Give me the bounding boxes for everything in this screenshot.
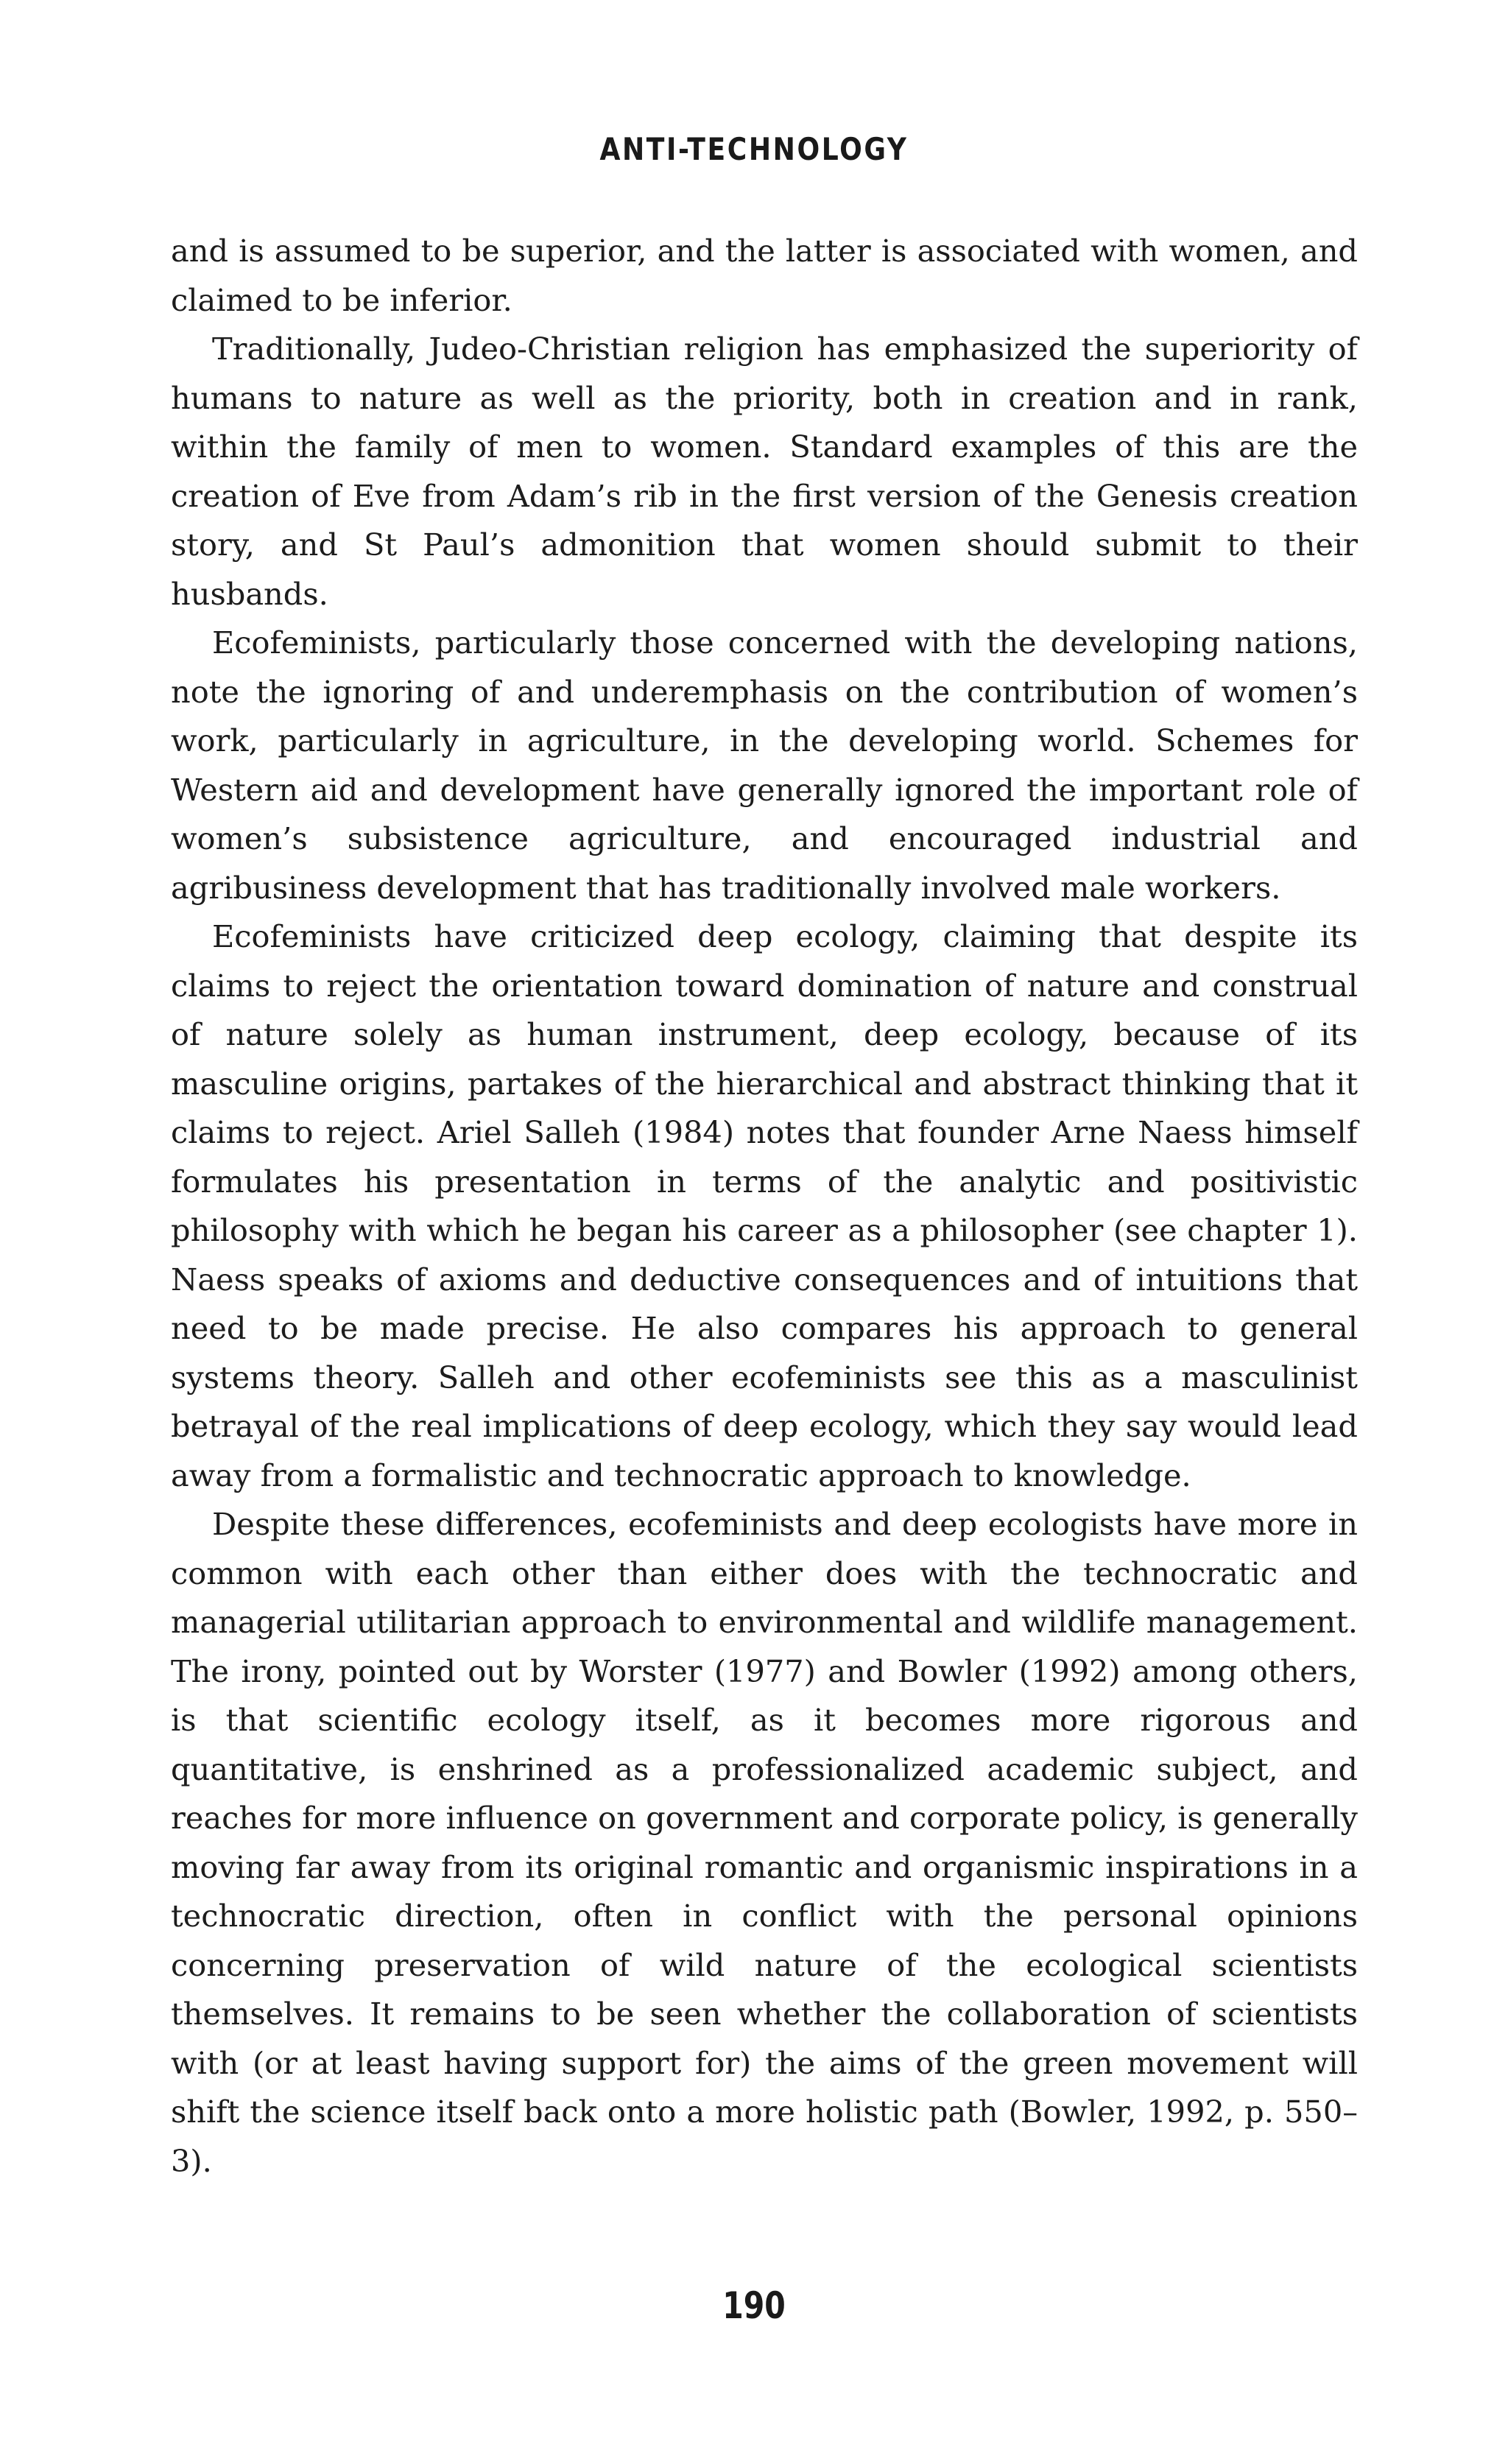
page-number: 190	[722, 2284, 786, 2327]
running-head-title: ANTI-TECHNOLOGY	[599, 131, 909, 167]
paragraph-continuation: and is assumed to be superior, and the latter is associated with women, and claimed to be inferior.	[171, 233, 1358, 318]
paragraph-judeo-christian: Traditionally, Judeo-Christian religion has emphasized the superiority of humans to nature as well as the priority, both in creation and in rank, within the family of men to women. Standard examples of this are the creation of Eve from Adam’s rib in the first version of the Genesis creation story, and St Paul’s admonition that women should submit to their husbands.	[171, 331, 1358, 612]
paragraph-deep-ecology-critique: Ecofeminists have criticized deep ecology, claiming that despite its claims to reject the orientation toward domination of nature and construal of nature solely as human instrument, deep ecology, because of its masculine origins, partakes of the hierarchical and abstract thinking that it claims to reject. Ariel Salleh (1984) notes that founder Arne Naess himself formulates his presentation in terms of the analytic and positivistic philosophy with which he began his career as a philosopher (see chapter 1). Naess speaks of axioms and deductive consequences and of intuitions that need to be made precise. He also compares his approach to general systems theory. Salleh and other ecofeminists see this as a masculinist betrayal of the real implications of deep ecology, which they say would lead away from a formalistic and technocratic approach to knowledge.	[171, 918, 1358, 1493]
paragraph-developing-nations: Ecofeminists, particularly those concerned with the developing nations, note the ignoring of and underemphasis on the contribution of women’s work, particularly in agriculture, in the developing world. Schemes for Western aid and development have generally ignored the important role of women’s subsistence agriculture, and encouraged industrial and agribusiness development that has traditionally involved male workers.	[171, 624, 1358, 906]
body-text	[171, 227, 1358, 2186]
paragraph-scientific-ecology: Despite these differences, ecofeminists and deep ecologists have more in common with each other than either does with the technocratic and managerial utilitarian approach to environmental and wildlife management. The irony, pointed out by Worster (1977) and Bowler (1992) among others, is that scientific ecology itself, as it becomes more rigorous and quantitative, is enshrined as a professionalized academic subject, and reaches for more influence on government and corporate policy, is generally moving far away from its original romantic and organismic inspirations in a technocratic direction, often in conflict with the personal opinions concerning preservation of wild nature of the ecological scientists themselves. It remains to be seen whether the collaboration of scientists with (or at least having support for) the aims of the green movement will shift the science itself back onto a more holistic path (Bowler, 1992, p. 550–3).	[171, 1506, 1358, 2179]
